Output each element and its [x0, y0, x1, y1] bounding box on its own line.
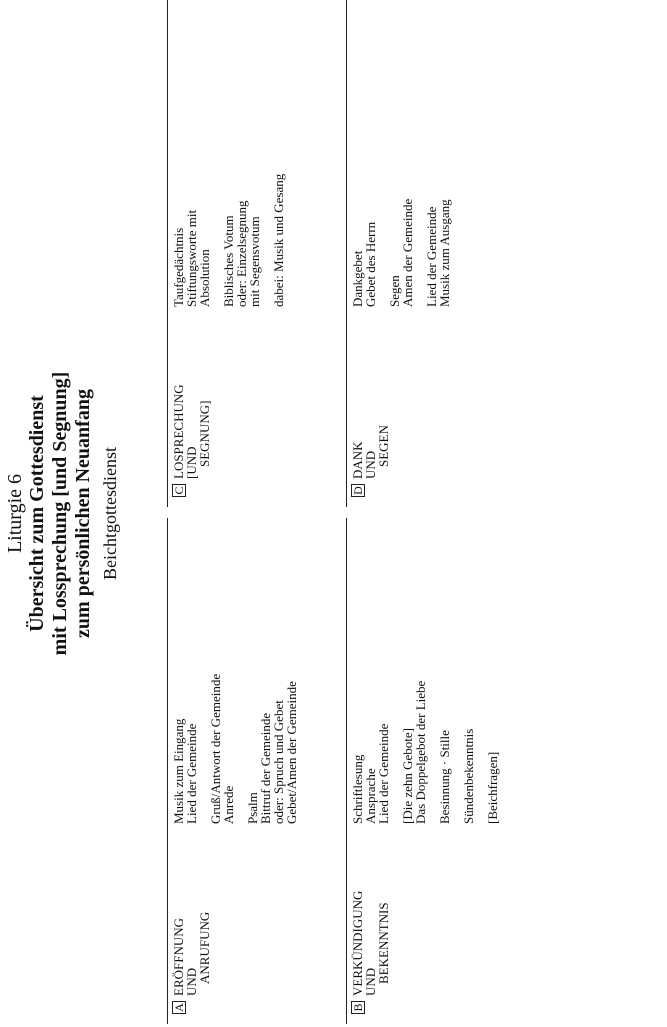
section-a-name [172, 912, 211, 996]
page-subtitle: Beichtgottesdienst [100, 447, 120, 580]
item-group [222, 174, 261, 307]
list-item: Anrede [221, 785, 236, 824]
list-item: Gebet des Herrn [363, 221, 378, 307]
list-item: [Die zehn Gebote] [400, 727, 415, 824]
section-a-name-line: UND [184, 967, 199, 996]
section-c-items [172, 174, 296, 307]
list-item: oder: Spruch und Gebet [271, 700, 286, 824]
item-group [401, 681, 427, 824]
section-c-name-line: [UND [184, 446, 199, 479]
section-b-name-line: BEKENNTNIS [376, 902, 391, 984]
list-item: Besinnung · Stille [437, 730, 452, 824]
section-c-name-line: LOSPRECHUNG [171, 384, 186, 479]
divider-bottom-left [346, 518, 347, 1024]
item-group [388, 199, 414, 307]
section-c-letter: C [172, 484, 186, 497]
section-b-name-line: UND [363, 967, 378, 996]
item-group [486, 681, 499, 824]
list-item: [Beichfragen] [485, 751, 500, 824]
list-item: Lied der Gemeinde [424, 206, 439, 307]
item-group [172, 174, 211, 307]
list-item: Musik zum Eingang [171, 718, 186, 824]
section-d-name-line: UND [363, 450, 378, 479]
section-b-letter: B [351, 1001, 365, 1014]
divider-bottom-right [346, 0, 347, 507]
section-d-letter: D [351, 484, 365, 497]
list-item: Musik zum Ausgang [437, 199, 452, 307]
section-d-name-line: SEGEN [376, 425, 391, 467]
page-title-line-2: mit Lossprechung [und Segnung] [49, 371, 71, 656]
page-header [0, 0, 121, 1027]
list-item: Bittruf der Gemeinde [258, 712, 273, 824]
section-a-name-line: ERÖFFNUNG [171, 917, 186, 996]
list-item: Dankgebet [350, 250, 365, 307]
divider-top-right [167, 0, 168, 507]
list-item: Absolution [197, 249, 212, 307]
list-item: Biblisches Votum [221, 215, 236, 307]
list-item: Schriftlesung [350, 754, 365, 824]
list-item: Das Doppelgebot der Liebe [413, 680, 428, 824]
item-group [351, 681, 390, 824]
list-item: Lied der Gemeinde [376, 723, 391, 824]
section-b-items [351, 681, 510, 824]
item-group [172, 674, 198, 824]
item-group [246, 674, 298, 824]
item-group [272, 174, 285, 307]
item-group [438, 681, 451, 824]
item-group [351, 199, 377, 307]
list-item: Segen [387, 275, 402, 307]
liturgy-number: Liturgie 6 [4, 473, 26, 554]
section-b-name-line: VERKÜNDIGUNG [350, 890, 365, 996]
list-item: Amen der Gemeinde [400, 198, 415, 307]
section-b-name [351, 891, 390, 996]
section-a-letter: A [172, 1001, 186, 1014]
section-a-name-line: ANRUFUNG [197, 911, 212, 984]
item-group [462, 681, 475, 824]
page-title-line-1: Übersicht zum Gottesdienst [26, 395, 48, 632]
list-item: Psalm [245, 792, 260, 824]
section-d-items [351, 199, 462, 307]
divider-top-left [167, 518, 168, 1024]
list-item: Sündenbekenntnis [461, 728, 476, 824]
section-d-name-line: DANK [350, 441, 365, 479]
list-item: mit Segensvotum [247, 216, 262, 307]
list-item: oder: Einzelsegnung [234, 200, 249, 307]
list-item: dabei: Musik und Gesang [271, 173, 286, 307]
section-c-name-line: SEGNUNG] [197, 400, 212, 467]
section-c-name [172, 384, 211, 479]
section-d-name [351, 425, 390, 479]
list-item: Taufgedächtnis [171, 227, 186, 307]
list-item: Gebet/Amen der Gemeinde [284, 681, 299, 824]
list-item: Ansprache [363, 768, 378, 824]
list-item: Stiftungsworte mit [184, 209, 199, 307]
section-a-items [172, 674, 309, 824]
list-item: Lied der Gemeinde [184, 723, 199, 824]
page-title-line-3: zum persönlichen Neuanfang [72, 389, 94, 638]
list-item: Gruß/Antwort der Gemeinde [208, 673, 223, 824]
item-group [209, 674, 235, 824]
item-group [425, 199, 451, 307]
